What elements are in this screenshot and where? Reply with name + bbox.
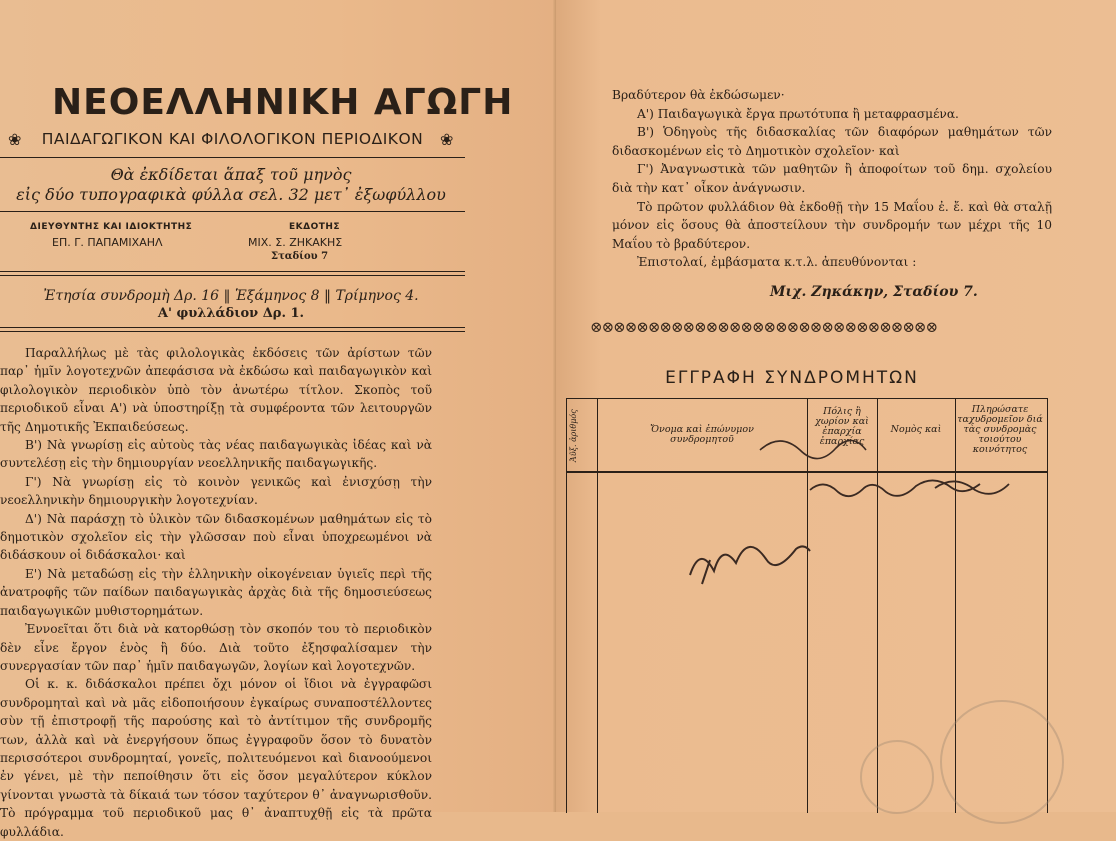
masthead-subtitle: ΠΑΙΔΑΓΩΓΙΚΟΝ ΚΑΙ ΦΙΛΟΛΟΓΙΚΟΝ ΠΕΡΙΟΔΙΚΟΝ: [41, 130, 424, 148]
column-header-town: Πόλις ἢ χωρίον καὶ ἐπαρχία ἐπαρχίας: [815, 406, 869, 447]
paragraph: Ε') Νὰ μεταδώσῃ εἰς τὴν ἑλληνικὴν οἰκογένειαν ὑγιεῖς περὶ τῆς ἀνατροφῆς τῶν παίδων παιδαγωγικὰς ἀρχὰς διὰ τῆς δημοσιεύσεως παιδαγωγικῶν μυθιστορημάτων.: [0, 566, 432, 618]
ornament-left: ❀: [8, 130, 22, 149]
handwriting-stroke: [760, 440, 866, 458]
paragraph: Ἐννοεῖται ὅτι διὰ νὰ κατορθώσῃ τὸν σκοπόν του τὸ περιοδικὸν δὲν εἶνε ἔργον ἑνὸς ἢ δύο. Διὰ τοῦτο ἐξησφαλίσαμεν τὴν συνεργασίαν τῶν παρ᾽ ἡμῖν παιδαγωγῶν, λογίων καὶ λογοτεχνῶν.: [0, 622, 432, 673]
faded-postmark: [940, 700, 1064, 824]
divider: [0, 157, 465, 158]
publisher-heading: ΕΚΔΟΤΗΣ: [289, 222, 341, 232]
paragraph: Βραδύτερον θὰ ἐκδώσωμεν·: [612, 88, 785, 102]
paragraph: Β') Ὁδηγοὺς τῆς διδασκαλίας τῶν διαφόρων μαθημάτων τῶν διδασκομένων εἰς τὸ Δημοτικὸν σχολεῖον· καὶ: [612, 125, 1052, 158]
column-header-prefecture: Νομὸς καὶ: [890, 424, 942, 435]
publication-format: εἰς δύο τυπογραφικὰ φύλλα σελ. 32 μετ᾽ ἐξωφύλλου: [16, 185, 446, 204]
column-header-name: Ὄνομα καὶ ἐπώνυμον συνδρομητοῦ: [650, 424, 754, 445]
paragraph: Τὸ πρῶτον φυλλάδιον θὰ ἐκδοθῇ τὴν 15 Μαΐου ἐ. ἔ. καὶ θὰ σταλῇ μόνον εἰς ὅσους θὰ ἀποστείλουν τὴν συνδρομήν των μέχρι τῆς 10 Μαΐου τὸ βραδύτερον.: [612, 199, 1052, 251]
ornament-right: ❀: [440, 130, 454, 149]
director-heading: ΔΙΕΥΘΥΝΤΗΣ ΚΑΙ ΙΔΙΟΚΤΗΤΗΣ: [30, 222, 193, 232]
divider: [0, 331, 465, 332]
paragraph: Γ') Ἀναγνωστικὰ τῶν μαθητῶν ἢ ἀποφοίτων τοῦ δημ. σχολείου διὰ τὴν κατ᾽ οἶκον ἀνάγνωσιν.: [612, 162, 1052, 195]
paragraph: Οἱ κ. κ. διδάσκαλοι πρέπει ὄχι μόνον οἱ ἴδιοι νὰ ἐγγραφῶσι συνδρομηταὶ καὶ νὰ μᾶς εἰδοποιήσουν ἐγκαίρως συναποστέλλοντες σὺν τῇ ἐπιστροφῇ τῆς παρούσης καὶ τὸ ἀντίτιμον τῆς συνδρομῆς των, ἀλλὰ καὶ νὰ ἐνεργήσουν ὅπως ἐγγραφοῦν ὅσον τὸ δυνατὸν περισσότεροι συνδρομηταί, γονεῖς, πολιτευόμενοι καὶ διανοούμενοι ἐν γένει, μὲ τὴν πεποίθησιν ὅτι εἰς ὅσον μεγαλύτερον κύκλον γίνονται γνωστὰ τὰ δίκαιά των τόσον ταχύτερον θ᾽ ἀναγνωρισθοῦν. Τὸ πρόγραμμα τοῦ περιοδικοῦ μας θ᾽ ἀναπτυχθῇ εἰς τὰ πρῶτα φυλλάδια.: [0, 677, 432, 839]
future-publications-text: [612, 86, 1052, 272]
register-title: ΕΓΓΡΑΦΗ ΣΥΝΔΡΟΜΗΤΩΝ: [665, 368, 919, 388]
publisher-name: ΜΙΧ. Σ. ΖΗΚΑΚΗΣ: [248, 236, 343, 249]
publisher-address: Σταδίου 7: [271, 251, 329, 262]
masthead-title: ΝΕΟΕΛΛΗΝΙΚΗ ΑΓΩΓΗ: [52, 82, 514, 123]
column-header-number: Ἀῦξ. ἀριθμός: [569, 409, 578, 463]
announcement-text: [0, 344, 432, 841]
divider: [0, 275, 465, 276]
paragraph: Α') Παιδαγωγικὰ ἔργα πρωτότυπα ἢ μεταφρασμένα.: [637, 106, 959, 121]
divider: [0, 271, 465, 272]
column-header-post-office: Πληρώσατε ταχυδρομεῖον διά τὰς συνδρομὰς τοιούτου κοινότητος: [957, 404, 1043, 455]
publisher-signature: Μιχ. Ζηκάκην, Σταδίου 7.: [770, 284, 978, 300]
divider: [0, 327, 465, 328]
publication-frequency: Θὰ ἐκδίδεται ἅπαξ τοῦ μηνὸς: [110, 165, 352, 184]
divider: [0, 211, 465, 212]
subscription-prices: Ἐτησία συνδρομὴ Δρ. 16 ‖ Ἑξάμηνος 8 ‖ Τρίμηνος 4.: [43, 288, 419, 304]
left-page: [0, 0, 556, 839]
issue-price: Α' φυλλάδιον Δρ. 1.: [157, 306, 305, 321]
paragraph: Β') Νὰ γνωρίσῃ εἰς αὐτοὺς τὰς νέας παιδαγωγικὰς ἰδέας καὶ νὰ συντελέσῃ εἰς τὴν δημιουργίαν νεοελληνικῆς παιδαγωγικῆς.: [0, 438, 432, 471]
faded-postmark: [860, 740, 934, 814]
handwriting-stroke: [810, 480, 980, 496]
handwriting-stroke: [690, 546, 810, 575]
paragraph: Δ') Νὰ παράσχῃ τὸ ὑλικὸν τῶν διδασκομένων μαθημάτων εἰς τὸ δημοτικὸν σχολεῖον εἰς τὴν γλῶσσαν ποὺ εἶναι ὑποχρεωμένοι νὰ διδάσκουν οἱ διδάσκαλοι· καὶ: [0, 511, 432, 563]
handwriting-stroke: [702, 560, 710, 584]
paragraph: Ἐπιστολαί, ἐμβάσματα κ.τ.λ. ἀπευθύνονται :: [637, 255, 917, 270]
director-name: ΕΠ. Γ. ΠΑΠΑΜΙΧΑΗΛ: [52, 236, 163, 249]
handwriting-stroke: [935, 481, 1009, 493]
paragraph: Γ') Νὰ γνωρίσῃ εἰς τὸ κοινὸν γενικῶς καὶ ἐνισχύσῃ τὴν νεοελληνικὴν δημιουργικὴν λογοτεχνίαν.: [0, 474, 432, 508]
chain-ornament: ⊗⊗⊗⊗⊗⊗⊗⊗⊗⊗⊗⊗⊗⊗⊗⊗⊗⊗⊗⊗⊗⊗⊗⊗⊗⊗⊗⊗⊗⊗: [590, 318, 938, 336]
paragraph: Παραλλήλως μὲ τὰς φιλολογικὰς ἐκδόσεις τῶν ἀρίστων τῶν παρ᾽ ἡμῖν λογοτεχνῶν ἀπεφάσισα νὰ ἐκδώσω καὶ παιδαγωγικὸν καὶ φιλολογικὸν περιοδικὸν ὑπὸ τὸν ἀνωτέρω τίτλον. Σκοπὸς τοῦ περιοδικοῦ εἶναι Α') νὰ ὑποστηρίξῃ τὰ συμφέροντα τῶν λειτουργῶν τῆς Δημοτικῆς Ἐκπαιδεύσεως.: [0, 346, 432, 434]
